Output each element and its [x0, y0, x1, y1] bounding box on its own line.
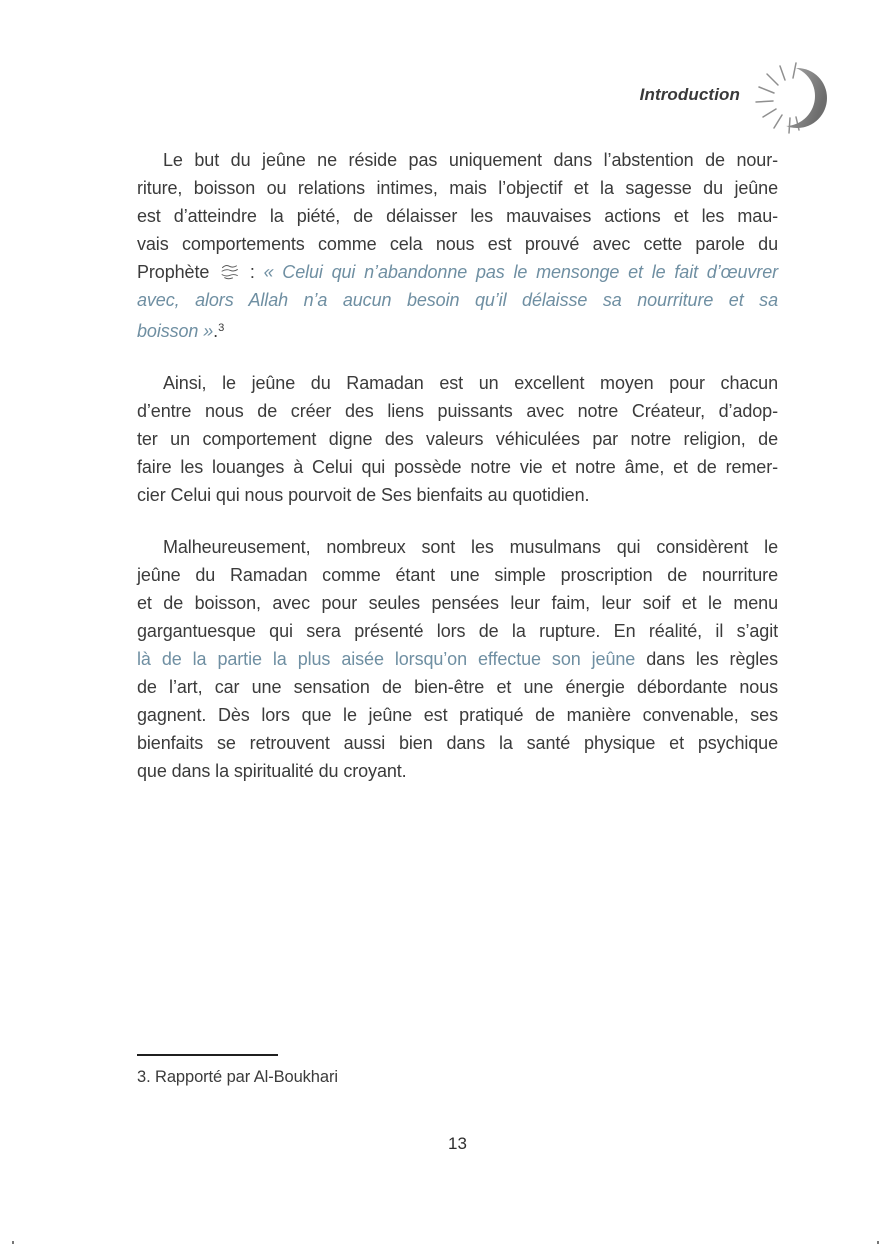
- text-segment: et de boisson, avec pour seules pensées leur faim, leur soif et le menu: [137, 593, 778, 614]
- paragraph: [137, 369, 778, 509]
- prophet-honorific-icon: [219, 263, 240, 281]
- text-line: [137, 146, 778, 174]
- text-line: [137, 729, 778, 757]
- text-line: [137, 481, 778, 509]
- text-line: [137, 673, 778, 701]
- text-segment: bienfaits se retrouvent aussi bien dans la santé physique et psychique: [137, 733, 778, 754]
- text-segment: riture, boisson ou relations intimes, mais l’objectif et la sagesse du jeûne: [137, 178, 778, 198]
- text-segment: :: [241, 262, 264, 282]
- text-line: [137, 701, 778, 729]
- text-line: [137, 453, 778, 481]
- text-segment: d’entre nous de créer des liens puissants avec notre Créateur, d’adop-: [137, 401, 778, 422]
- text-line: [137, 757, 778, 785]
- text-line: [137, 561, 778, 589]
- text-line: [137, 174, 778, 202]
- text-segment: Prophète: [137, 262, 219, 282]
- page-number: 13: [448, 1134, 467, 1153]
- footnote-block: [137, 1054, 777, 1087]
- chapter-running-head: Introduction: [639, 85, 740, 104]
- text-line: [137, 230, 778, 258]
- text-segment: dans les règles: [635, 649, 778, 670]
- text-line: [137, 425, 778, 453]
- text-segment: est d’atteindre la piété, de délaisser les mauvaises actions et les mau-: [137, 206, 778, 226]
- footnote-separator-rule: [137, 1054, 278, 1056]
- crop-mark-bottom-right: [877, 1241, 879, 1244]
- text-segment: 3: [218, 322, 225, 334]
- text-segment: cier Celui qui nous pourvoit de Ses bienfaits au quotidien.: [137, 485, 590, 506]
- text-segment: boisson »: [137, 321, 214, 342]
- paragraph: [137, 533, 778, 785]
- crop-mark-bottom-left: [12, 1241, 14, 1244]
- text-segment: gargantuesque qui sera présenté lors de la rupture. En réalité, il s’agit: [137, 621, 778, 642]
- text-segment: .: [213, 321, 219, 342]
- text-line: [137, 617, 778, 645]
- footnote-text: 3. Rapporté par Al-Boukhari: [137, 1068, 338, 1086]
- text-line: [137, 645, 778, 673]
- text-segment: là de la partie la plus aisée lorsqu’on effectue son jeûne: [137, 649, 636, 670]
- text-segment: « Celui qui n’abandonne pas le mensonge et le fait d’œuvrer: [263, 262, 779, 282]
- text-line: [137, 397, 778, 425]
- crescent-moon-icon: [752, 56, 836, 140]
- text-segment: Malheureusement, nombreux sont les musulmans qui considèrent le: [163, 537, 778, 558]
- text-line: [137, 314, 778, 345]
- text-line: [137, 258, 778, 286]
- text-segment: que dans la spiritualité du croyant.: [137, 761, 407, 782]
- text-line: [137, 369, 778, 397]
- text-line: [137, 286, 778, 314]
- text-line: [137, 202, 778, 230]
- text-segment: Le but du jeûne ne réside pas uniquement dans l’abstention de nour-: [163, 150, 778, 170]
- text-segment: faire les louanges à Celui qui possède notre vie et notre âme, et de remer-: [137, 457, 778, 478]
- text-segment: gagnent. Dès lors que le jeûne est pratiqué de manière convenable, ses: [137, 705, 778, 726]
- text-line: [137, 589, 778, 617]
- page-header: [640, 56, 836, 140]
- text-segment: ter un comportement digne des valeurs véhiculées par notre religion, de: [137, 429, 778, 450]
- text-segment: Ainsi, le jeûne du Ramadan est un excellent moyen pour chacun: [163, 373, 778, 394]
- text-line: [137, 533, 778, 561]
- text-segment: de l’art, car une sensation de bien-être et une énergie débordante nous: [137, 677, 778, 698]
- text-segment: vais comportements comme cela nous est prouvé avec cette parole du: [137, 234, 778, 254]
- text-segment: avec, alors Allah n’a aucun besoin qu’il délaisse sa nourriture et sa: [137, 290, 778, 310]
- paragraph: [137, 146, 778, 345]
- body-text: [137, 146, 778, 785]
- text-segment: jeûne du Ramadan comme étant une simple proscription de nourriture: [137, 565, 778, 586]
